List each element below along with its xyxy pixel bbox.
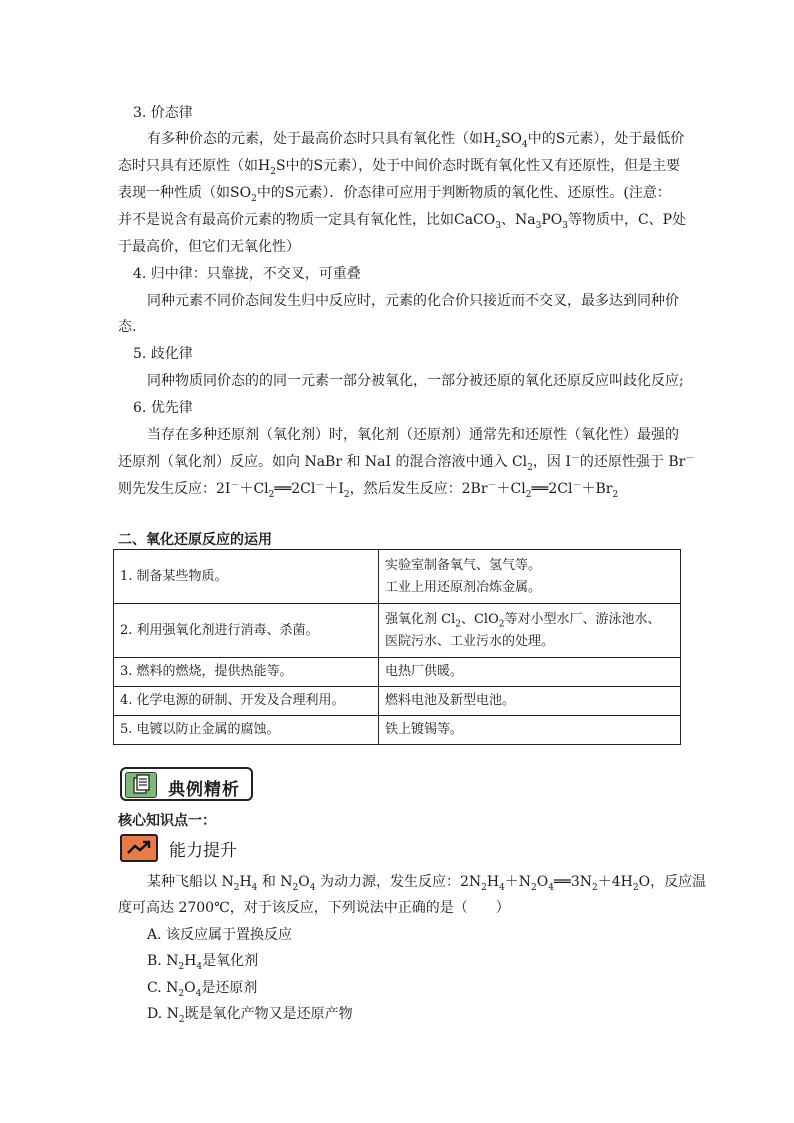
question-line1: 某种飞船以 $N_2H_4$ 和 $N_2O_4$ 为动力源，发生反应：$2N_2H_4+N_2O_4══3N_2+4H_2O$，反应温 [147,874,707,893]
table-cell: 铁上镀锡等。 [379,716,681,745]
table-cell: 5. 电镀以防止金属的腐蚀。 [114,716,379,745]
option-a: A. 该反应属于置换反应 [147,927,293,943]
rule3-line3: 表现一种性质（如$SO_2$中的S元素）．价态律可应用于判断物质的氧化性、还原性。(注意： [118,185,671,204]
table-cell: 实验室制备氧气、氢气等。 工业上用还原剂冶炼金属。 [379,550,681,604]
table-row [114,687,681,716]
table-cell: 1. 制备某些物质。 [114,550,379,604]
example-banner [120,767,253,801]
ability-label: 能力提升 [169,841,237,861]
rule4-line1: 同种元素不同价态间发生归中反应时，元素的化合价只接近而不交叉，最多达到同种价 [147,293,679,309]
rule6-title: 6. 优先律 [133,400,193,416]
rule3-line4: 并不是说含有最高价元素的物质一定具有氧化性，比如CaCO$_3$、$Na_3PO_3$等物质中，C、P处 [118,212,687,231]
table-cell: 2. 利用强氧化剂进行消毒、杀菌。 [114,604,379,658]
rule6-line1: 当存在多种还原剂（氧化剂）时，氧化剂（还原剂）通常先和还原性（氧化性）最强的 [147,427,679,443]
option-d: D. $N_2$既是氧化产物又是还原产物 [147,1006,353,1025]
document-icon [125,772,157,798]
applications-table [113,549,681,745]
trend-up-icon [120,834,158,862]
table-row [114,658,681,687]
rule6-line3: 则先发生反应：$2I^-+Cl_2══2Cl^-+I_2$，然后发生反应：$2Br^-+Cl_2══2Cl^-+Br_2$ [118,480,619,500]
core-point-label: 核心知识点一： [118,813,216,829]
section2-heading: 二、氧化还原反应的运用 [118,532,272,548]
rule5-title: 5. 歧化律 [133,346,193,362]
rule5-line1: 同种物质同价态的的同一元素一部分被氧化，一部分被还原的氧化还原反应叫歧化反应; [147,373,684,389]
table-cell: 3. 燃料的燃烧，提供热能等。 [114,658,379,687]
table-cell: 燃料电池及新型电池。 [379,687,681,716]
table-row [114,716,681,745]
rule6-line2: 还原剂（氧化剂）反应。如向 NaBr 和 NaI 的混合溶液中通入 $Cl_2$，因 I－的还原性强于 Br－ [118,453,695,473]
banner-title: 典例精析 [168,780,240,800]
option-b: B. $N_2H_4$是氧化剂 [147,953,259,972]
rule3-title: 3. 价态律 [133,105,193,121]
table-row [114,604,681,658]
rule4-title: 4. 归中律：只靠拢，不交叉，可重叠 [133,266,361,282]
table-row [114,550,681,604]
table-cell: 强氧化剂 $Cl_2$、ClO$_2$等对小型水厂、游泳池水、 医院污水、工业污水的处理。 [379,604,681,658]
option-c: C. $N_2O_4$是还原剂 [147,980,258,999]
rule3-line2: 态时只具有还原性（如$H_2S$中的S元素），处于中间价态时既有氧化性又有还原性，但是主要 [118,158,681,177]
question-line2: 度可高达 2700℃，对于该反应，下列说法中正确的是（ ） [118,900,510,916]
rule4-line2: 态. [118,319,137,335]
rule3-line1: 有多种价态的元素，处于最高价态时只具有氧化性（如$H_2SO_4$中的S元素），处于最低价 [147,131,685,150]
table-cell: 4. 化学电源的研制、开发及合理利用。 [114,687,379,716]
rule3-line5: 于最高价，但它们无氧化性） [118,239,300,255]
table-cell: 电热厂供暖。 [379,658,681,687]
